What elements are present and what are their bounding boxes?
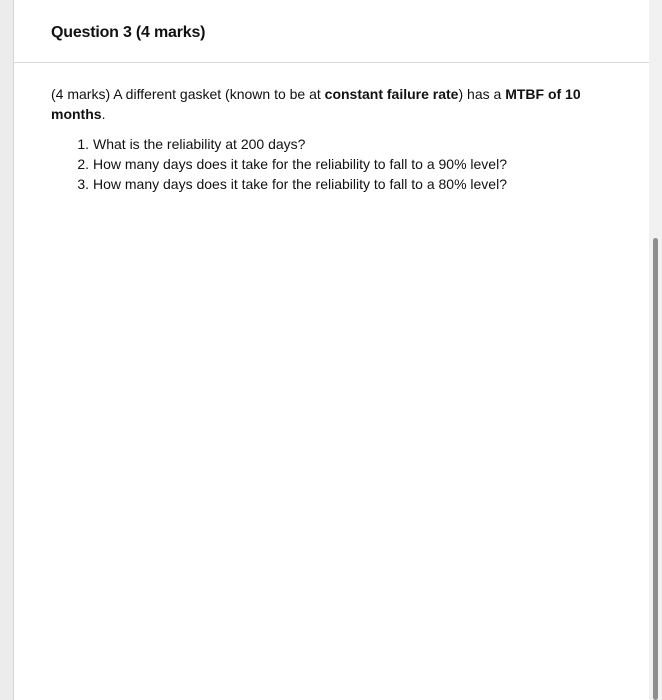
- scrollbar-track[interactable]: [649, 0, 662, 700]
- question-body: [51, 84, 611, 194]
- sub-question-text: What is the reliability at 200 days?: [93, 136, 306, 152]
- sub-question-number: 1.: [77, 136, 89, 152]
- prompt-emphasis-constant-failure-rate: constant failure rate: [324, 86, 459, 102]
- question-header: [14, 0, 650, 63]
- prompt-emphasis-mtbf: MTBF of 10 months: [51, 86, 581, 122]
- sub-question-number: 3.: [77, 176, 89, 192]
- prompt-text-2: ) has a: [458, 86, 506, 102]
- sub-question-text: How many days does it take for the reliability to fall to a 90% level?: [93, 156, 507, 172]
- sub-question-number: 2.: [77, 156, 89, 172]
- sub-question-item: [77, 174, 611, 194]
- sub-question-item: [77, 134, 611, 154]
- prompt-text-1: (4 marks) A different gasket (known to be at: [51, 86, 325, 102]
- scrollbar-thumb[interactable]: [653, 238, 658, 700]
- sub-question-text: How many days does it take for the reliability to fall to a 80% level?: [93, 176, 507, 192]
- question-card: [13, 0, 651, 700]
- prompt-text-3: .: [101, 106, 106, 122]
- question-prompt: [51, 84, 611, 124]
- sub-question-item: [77, 154, 611, 174]
- question-title: Question 3 (4 marks): [51, 24, 206, 41]
- sub-question-list: [51, 134, 611, 194]
